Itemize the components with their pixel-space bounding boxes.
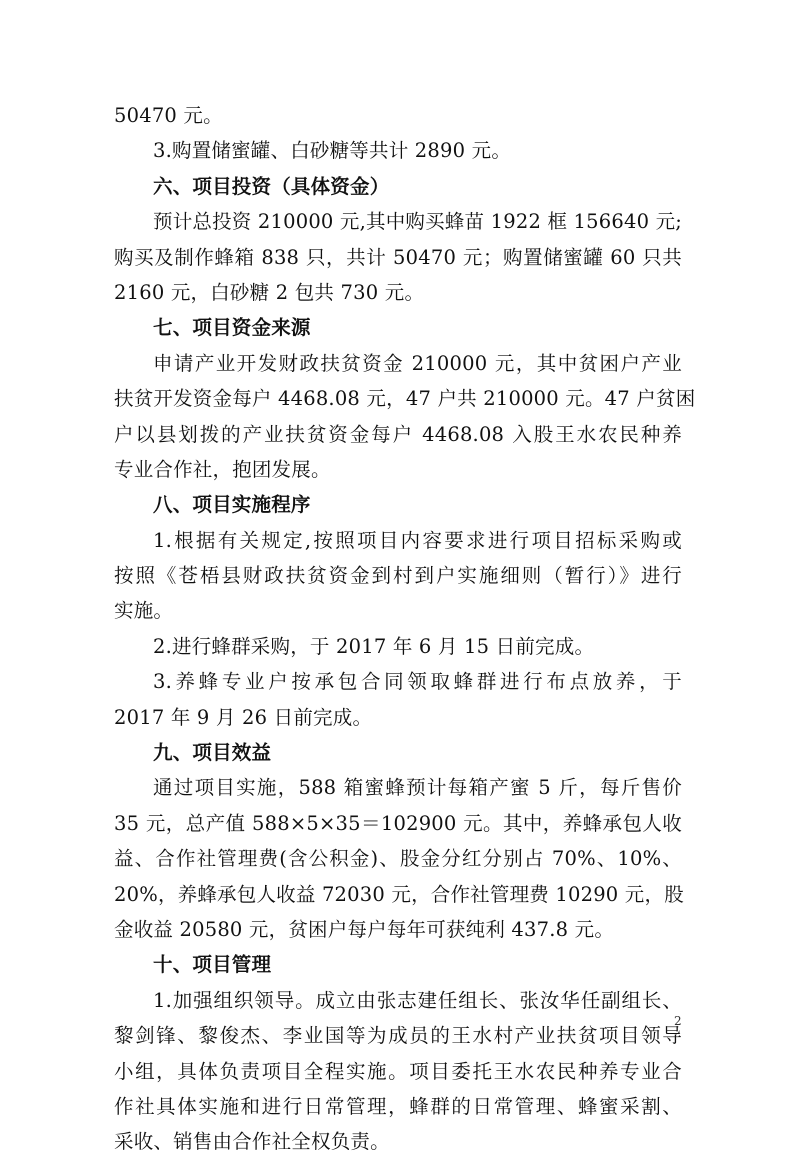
paragraph-line: 购买及制作蜂箱 838 只，共计 50470 元；购置储蜜罐 60 只共 [114, 245, 682, 269]
page-number: 2 [674, 1014, 682, 1028]
paragraph [114, 346, 696, 488]
paragraph-line: 实施。 [114, 599, 174, 623]
paragraph-line: 1.加强组织领导。成立由张志建任组长、张汝华任副组长、 [153, 988, 682, 1012]
paragraph-line: 通过项目实施，588 箱蜜蜂预计每箱产蜜 5 斤，每斤售价 [153, 776, 682, 800]
section-heading: 十、项目管理 [153, 953, 272, 977]
paragraph [114, 770, 682, 947]
document-body [114, 98, 696, 1160]
paragraph-line: 2017 年 9 月 26 日前完成。 [114, 705, 373, 729]
paragraph [114, 204, 682, 310]
paragraph-line: 专业合作社，抱团发展。 [114, 457, 331, 481]
paragraph-line: 预计总投资 210000 元,其中购买蜂苗 1922 框 156640 元; [153, 210, 683, 234]
paragraph-line: 金收益 20580 元，贫困户每户每年可获纯利 437.8 元。 [114, 917, 615, 941]
section-heading: 八、项目实施程序 [153, 493, 311, 517]
paragraph-line: 按照《苍梧县财政扶贫资金到村到户实施细则（暂行）》进行 [114, 564, 682, 588]
paragraph-line: 小组，具体负责项目全程实施。项目委托王水农民种养专业合 [114, 1059, 682, 1083]
paragraph-line: 50470 元。 [114, 104, 223, 127]
paragraph-line: 申请产业开发财政扶贫资金 210000 元，其中贫困户产业 [153, 351, 682, 375]
paragraph-line: 20%，养蜂承包人收益 72030 元，合作社管理费 10290 元，股 [114, 882, 684, 906]
paragraph-line: 黎剑锋、黎俊杰、李业国等为成员的王水村产业扶贫项目领导 [114, 1024, 682, 1048]
paragraph-line: 1.根据有关规定,按照项目内容要求进行项目招标采购或 [153, 528, 682, 552]
paragraph-line: 3.养蜂专业户按承包合同领取蜂群进行布点放养，于 [153, 670, 682, 694]
paragraph-line: 扶贫开发资金每户 4468.08 元，47 户共 210000 元。47 户贫困 [114, 387, 696, 411]
paragraph [114, 98, 682, 133]
paragraph-line: 2160 元，白砂糖 2 包共 730 元。 [114, 280, 425, 304]
section-heading: 七、项目资金来源 [153, 316, 311, 340]
paragraph-line: 益、合作社管理费(含公积金)、股金分红分别占 70%、10%、 [114, 847, 682, 871]
paragraph [114, 983, 682, 1160]
paragraph-line: 3.购置储蜜罐、白砂糖等共计 2890 元。 [153, 139, 512, 163]
section-heading: 六、项目投资（具体资金） [153, 174, 390, 198]
paragraph-line: 35 元，总产值 588×5×35＝102900 元。其中，养蜂承包人收 [114, 811, 682, 835]
paragraph [114, 523, 682, 629]
paragraph [114, 133, 682, 168]
paragraph-line: 采收、销售由合作社全权负责。 [114, 1130, 390, 1154]
paragraph [114, 629, 682, 664]
paragraph [114, 664, 682, 735]
paragraph-line: 2.进行蜂群采购，于 2017 年 6 月 15 日前完成。 [153, 634, 595, 658]
paragraph-line: 作社具体实施和进行日常管理，蜂群的日常管理、蜂蜜采割、 [114, 1094, 682, 1118]
section-heading: 九、项目效益 [153, 741, 272, 765]
paragraph-line: 户以县划拨的产业扶贫资金每户 4468.08 入股王水农民种养 [114, 422, 682, 446]
